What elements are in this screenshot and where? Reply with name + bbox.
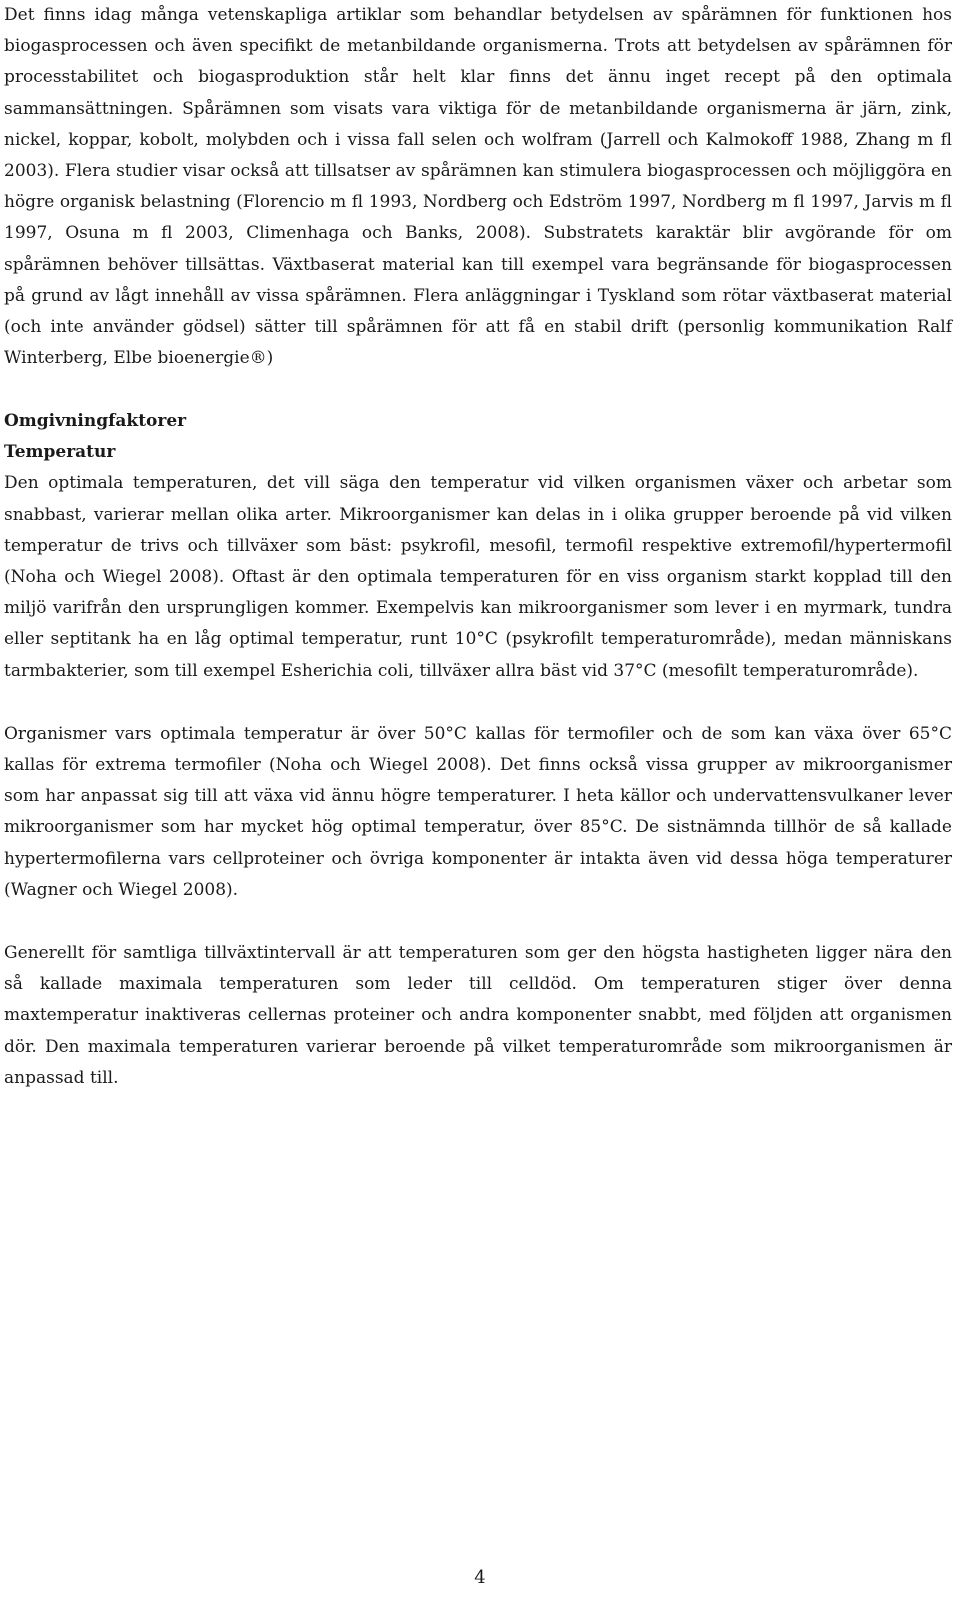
section-heading: Omgivningfaktorer [4, 411, 187, 432]
temperature-paragraph-3: Generellt för samtliga tillväxtintervall är att temperaturen som ger den högsta hastigheten ligger nära den så kallade maximala temperaturen som leder till celldöd. Om temperaturen stiger över denna maxtemperatur inaktiveras cellernas proteiner och andra komponenter snabbt, med följden att organismen dör. Den maximala temperaturen varierar beroende på vilket temperaturområde som mikroorganismen är anpassad till. [4, 943, 952, 1088]
temperature-paragraph-2: Organismer vars optimala temperatur är över 50°C kallas för termofiler och de som kan växa över 65°C kallas för extrema termofiler (Noha och Wiegel 2008). Det finns också vissa grupper av mikroorganismer som har anpassat sig till att växa vid ännu högre temperaturer. I heta källor och undervattensvulkaner lever mikroorganismer som har mycket hög optimal temperatur, över 85°C. De sistnämnda tillhör de så kallade hypertermofilerna vars cellproteiner och övriga komponenter är intakta även vid dessa höga temperaturer (Wagner och Wiegel 2008). [4, 723, 952, 900]
intro-paragraph: Det finns idag många vetenskapliga artiklar som behandlar betydelsen av spårämnen för funktionen hos biogasprocessen och även specifikt de metanbildande organismerna. Trots att betydelsen av spårämnen för processtabilitet och biogasproduktion står helt klar finns det ännu inget recept på den optimala sammansättningen. Spårämnen som visats vara viktiga för de metanbildande organismerna är järn, zink, nickel, koppar, kobolt, molybden och i vissa fall selen och wolfram (Jarrell och Kalmokoff 1988, Zhang m fl 2003). Flera studier visar också att tillsatser av spårämnen kan stimulera biogasprocessen och möjliggöra en högre organisk belastning (Florencio m fl 1993, Nordberg och Edström 1997, Nordberg m fl 1997, Jarvis m fl 1997, Osuna m fl 2003, Climenhaga och Banks, 2008). Substratets karaktär blir avgörande för om spårämnen behöver tillsättas. Växtbaserat material kan till exempel vara begränsande för biogasprocessen på grund av lågt innehåll av vissa spårämnen. Flera anläggningar i Tyskland som rötar växtbaserat material (och inte använder gödsel) sätter till spårämnen för att få en stabil drift (personlig kommunikation Ralf Winterberg, Elbe bioenergie®) [4, 5, 952, 369]
temperature-paragraph-1: Den optimala temperaturen, det vill säga den temperatur vid vilken organismen växer och arbetar som snabbast, varierar mellan olika arter. Mikroorganismer kan delas in i olika grupper beroende på vid vilken temperatur de trivs och tillväxer som bäst: psykrofil, mesofil, termofil respektive extremofil/hypertermofil (Noha och Wiegel 2008). Oftast är den optimala temperaturen för en viss organism starkt kopplad till den miljö varifrån den ursprungligen kommer. Exempelvis kan mikroorganismer som lever i en myrmark, tundra eller septitank ha en låg optimal temperatur, runt 10°C (psykrofilt temperaturområde), medan människans tarmbakterier, som till exempel Esherichia coli, tillväxer allra bäst vid 37°C (mesofilt temperaturområde). [4, 473, 952, 681]
subsection-heading: Temperatur [4, 442, 116, 463]
page-number: 4 [474, 1567, 486, 1588]
